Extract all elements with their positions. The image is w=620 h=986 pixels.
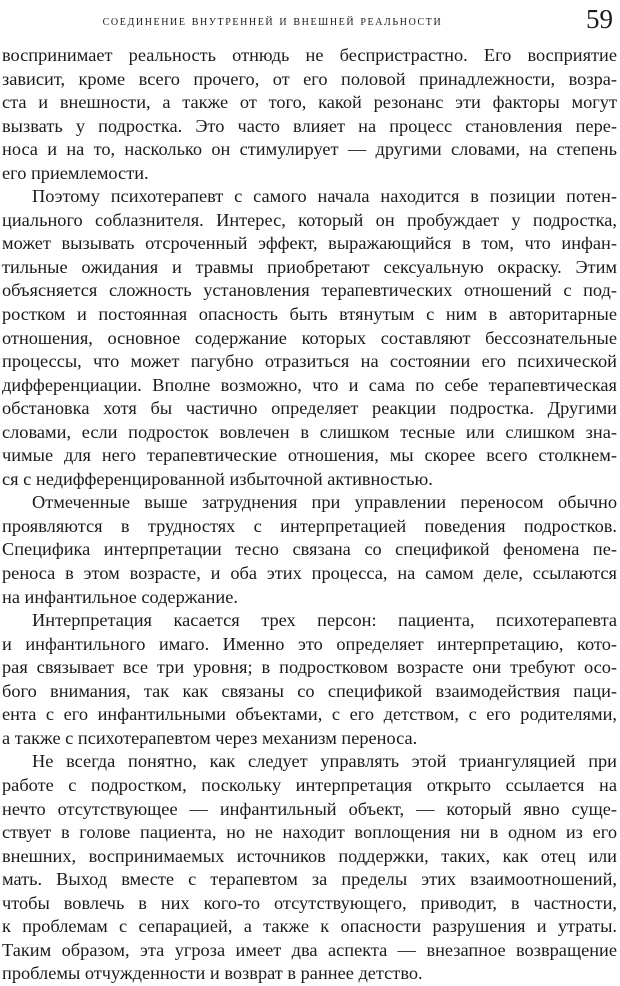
text-line: и инфантильного имаго. Именно это определяет интерпретацию, кото- (2, 633, 617, 654)
text-line: объясняется сложность установления терапевтических отношений с под- (2, 280, 617, 301)
text-line: Отмеченные выше затруднения при управлении переносом обычно (32, 492, 617, 513)
text-line: воспринимает реальность отнюдь не беспристрастно. Его восприятие (2, 45, 617, 65)
text-line: зависит, кроме всего прочего, от его половой принадлежности, возра- (2, 68, 617, 89)
text-line: бого внимания, так как связаны со спецификой взаимодействия паци- (2, 680, 617, 701)
text-line: внешних, воспринимаемых источников поддержки, таких, как отец или (2, 845, 617, 866)
text-line: чимые для него терапевтические отношения, мы скорее всего столкнем- (2, 445, 617, 466)
text-line: Не всегда понятно, как следует управлять этой триангуляцией при (32, 751, 617, 772)
text-line: носа и на то, насколько он стимулирует — другими словами, на степень (2, 139, 617, 160)
text-line: Специфика интерпретации тесно связана со спецификой феномена пе- (2, 539, 617, 560)
text-line: на инфантильное содержание. (2, 586, 238, 607)
text-line: ся с недифференцированной избыточной активностью. (2, 468, 433, 489)
text-line: тильные ожидания и травмы приобретают сексуальную окраску. Этим (2, 256, 617, 277)
text-line: ростком и постоянная опасность быть втянутым с ним в авторитарные (2, 304, 617, 325)
text-line: вызвать у подростка. Это часто влияет на процесс становления пере- (2, 115, 617, 136)
text-line: обстановка хотя бы частично определяет реакции подростка. Другими (2, 398, 617, 419)
text-line: нечто отсутствующее — инфантильный объект, — который явно суще- (2, 798, 617, 819)
text-line: к проблемам с сепарацией, а также к опасности разрушения и утраты. (2, 916, 617, 937)
text-line: реноса в этом возрасте, и оба этих процесса, на самом деле, ссылаются (2, 563, 617, 584)
text-line: работе с подростком, поскольку интерпретация открыто ссылается на (2, 774, 617, 795)
text-line: Таким образом, эта угроза имеет два аспекта — внезапное возвращение (2, 939, 617, 960)
text-line: процессы, что может пагубно отразиться на состоянии его психической (2, 351, 617, 372)
text-line: Поэтому психотерапевт с самого начала находится в позиции потен- (32, 186, 617, 207)
text-line: мать. Выход вместе с терапевтом за пределы этих взаимоотношений, (2, 869, 617, 890)
text-line: отношения, основное содержание которых составляют бессознательные (2, 327, 617, 348)
text-line: рая связывает все три уровня; в подростковом возрасте они требуют осо- (2, 657, 617, 678)
body-text (2, 44, 617, 986)
text-line: проявляются в трудностях с интерпретацией поведения подростков. (2, 515, 617, 536)
running-header (0, 4, 620, 34)
paragraph (2, 185, 617, 491)
text-line: ста и внешности, а также от того, какой резонанс эти факторы могут (2, 92, 617, 113)
paragraph (2, 750, 617, 985)
text-line: циального соблазнителя. Интерес, который он пробуждает у подростка, (2, 209, 617, 230)
paragraph (2, 609, 617, 750)
running-title: соединение внутренней и внешней реальности (102, 13, 443, 29)
paragraph (2, 44, 617, 185)
text-line: ствует в голове пациента, но не находит воплощения ни в одном из его (2, 822, 617, 843)
text-line: чтобы вовлечь в них кого-то отсутствующего, приводит, в частности, (2, 892, 617, 913)
text-line: ента с его инфантильными объектами, с его детством, с его родителями, (2, 704, 617, 725)
text-line: Интерпретация касается трех персон: пациента, психотерапевта (32, 610, 617, 631)
paragraph (2, 491, 617, 609)
text-line: его приемлемости. (2, 162, 149, 183)
text-line: а также с психотерапевтом через механизм переноса. (2, 727, 418, 748)
page-number: 59 (586, 4, 613, 34)
text-line: дифференциации. Вполне возможно, что и сама по себе терапевтическая (2, 374, 617, 395)
text-line: может вызывать отсроченный эффект, выражающийся в том, что инфан- (2, 233, 617, 254)
text-line: словами, если подросток вовлечен в слишком тесные или слишком зна- (2, 421, 617, 442)
text-line: проблемы отчужденности и возврат в раннее детство. (2, 963, 423, 984)
